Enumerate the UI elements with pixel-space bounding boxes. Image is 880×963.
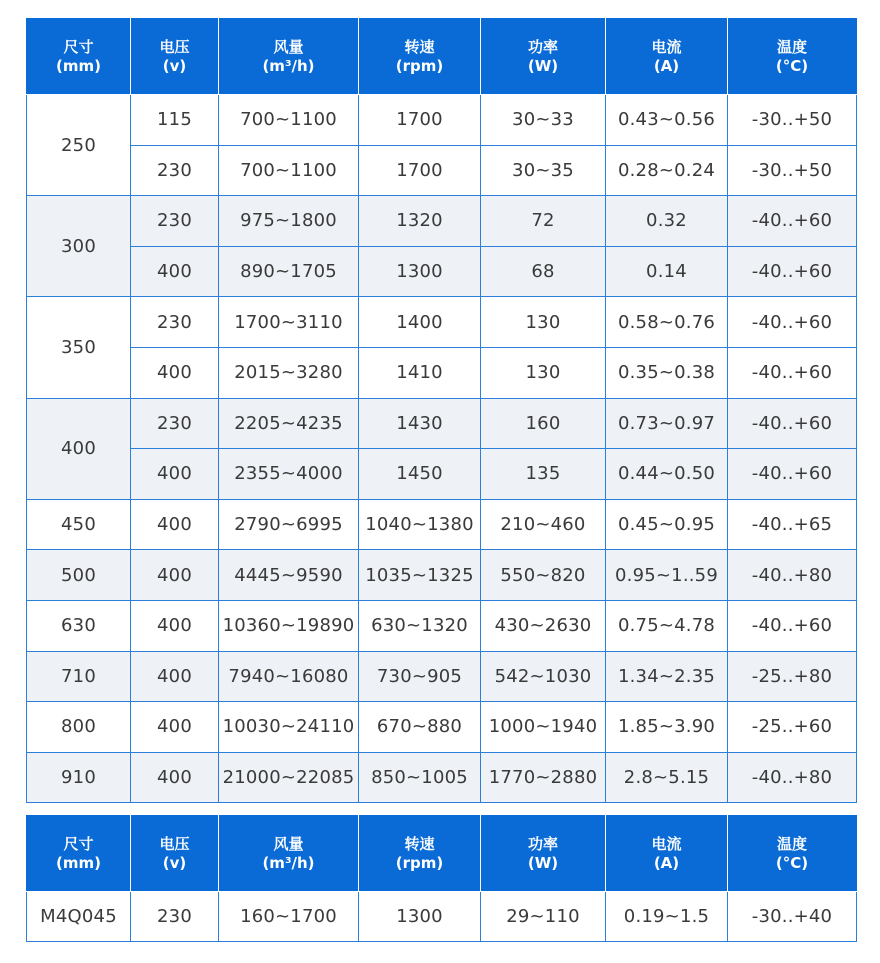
header-power: 功率 (W) xyxy=(481,19,606,95)
size-cell: 350 xyxy=(27,297,131,398)
voltage-cell: 230 xyxy=(131,196,219,247)
speed-cell: 1400 xyxy=(359,297,481,348)
temperature-cell: -40..+60 xyxy=(728,246,857,297)
power-cell: 29~110 xyxy=(481,892,606,942)
power-cell: 1000~1940 xyxy=(481,702,606,753)
airflow-cell: 700~1100 xyxy=(219,95,359,146)
temperature-cell: -40..+60 xyxy=(728,449,857,500)
table-row xyxy=(27,246,857,297)
speed-cell: 670~880 xyxy=(359,702,481,753)
table-row xyxy=(27,449,857,500)
table-row xyxy=(27,550,857,601)
airflow-cell: 4445~9590 xyxy=(219,550,359,601)
voltage-cell: 230 xyxy=(131,892,219,942)
header-temperature: 温度 (°C) xyxy=(728,816,857,892)
temperature-cell: -40..+60 xyxy=(728,196,857,247)
voltage-cell: 230 xyxy=(131,145,219,196)
extra-table-body xyxy=(27,892,857,942)
power-cell: 30~33 xyxy=(481,95,606,146)
temperature-cell: -40..+80 xyxy=(728,752,857,803)
airflow-cell: 2205~4235 xyxy=(219,398,359,449)
current-cell: 0.19~1.5 xyxy=(606,892,728,942)
current-cell: 0.28~0.24 xyxy=(606,145,728,196)
current-cell: 1.85~3.90 xyxy=(606,702,728,753)
power-cell: 210~460 xyxy=(481,499,606,550)
voltage-cell: 400 xyxy=(131,499,219,550)
current-cell: 0.14 xyxy=(606,246,728,297)
speed-cell: 730~905 xyxy=(359,651,481,702)
power-cell: 550~820 xyxy=(481,550,606,601)
current-cell: 0.35~0.38 xyxy=(606,347,728,398)
speed-cell: 1450 xyxy=(359,449,481,500)
header-voltage: 电压 (v) xyxy=(131,816,219,892)
airflow-cell: 1700~3110 xyxy=(219,297,359,348)
voltage-cell: 400 xyxy=(131,550,219,601)
current-cell: 0.58~0.76 xyxy=(606,297,728,348)
table-row xyxy=(27,892,857,942)
speed-cell: 850~1005 xyxy=(359,752,481,803)
table-row xyxy=(27,95,857,146)
table-row xyxy=(27,398,857,449)
speed-cell: 1040~1380 xyxy=(359,499,481,550)
header-speed: 转速 (rpm) xyxy=(359,19,481,95)
header-size: 尺寸 (mm) xyxy=(27,19,131,95)
power-cell: 130 xyxy=(481,347,606,398)
table-row xyxy=(27,651,857,702)
table-row xyxy=(27,145,857,196)
airflow-cell: 2790~6995 xyxy=(219,499,359,550)
voltage-cell: 400 xyxy=(131,651,219,702)
current-cell: 0.73~0.97 xyxy=(606,398,728,449)
temperature-cell: -25..+80 xyxy=(728,651,857,702)
voltage-cell: 400 xyxy=(131,449,219,500)
temperature-cell: -40..+80 xyxy=(728,550,857,601)
table-row xyxy=(27,702,857,753)
voltage-cell: 400 xyxy=(131,600,219,651)
temperature-cell: -40..+60 xyxy=(728,398,857,449)
temperature-cell: -30..+50 xyxy=(728,145,857,196)
header-airflow: 风量 (m³/h) xyxy=(219,19,359,95)
temperature-cell: -30..+50 xyxy=(728,95,857,146)
current-cell: 0.75~4.78 xyxy=(606,600,728,651)
power-cell: 160 xyxy=(481,398,606,449)
airflow-cell: 2015~3280 xyxy=(219,347,359,398)
size-cell: M4Q045 xyxy=(27,892,131,942)
temperature-cell: -40..+60 xyxy=(728,600,857,651)
speed-cell: 1300 xyxy=(359,246,481,297)
header-speed: 转速 (rpm) xyxy=(359,816,481,892)
header-power: 功率 (W) xyxy=(481,816,606,892)
current-cell: 0.43~0.56 xyxy=(606,95,728,146)
size-cell: 710 xyxy=(27,651,131,702)
table-row xyxy=(27,196,857,247)
speed-cell: 1320 xyxy=(359,196,481,247)
power-cell: 135 xyxy=(481,449,606,500)
header-airflow: 风量 (m³/h) xyxy=(219,816,359,892)
table-row xyxy=(27,600,857,651)
table-row xyxy=(27,347,857,398)
temperature-cell: -40..+60 xyxy=(728,297,857,348)
power-cell: 430~2630 xyxy=(481,600,606,651)
size-cell: 500 xyxy=(27,550,131,601)
speed-cell: 1430 xyxy=(359,398,481,449)
current-cell: 2.8~5.15 xyxy=(606,752,728,803)
temperature-cell: -30..+40 xyxy=(728,892,857,942)
voltage-cell: 230 xyxy=(131,297,219,348)
power-cell: 542~1030 xyxy=(481,651,606,702)
extra-spec-table xyxy=(26,815,857,942)
voltage-cell: 400 xyxy=(131,246,219,297)
airflow-cell: 700~1100 xyxy=(219,145,359,196)
current-cell: 1.34~2.35 xyxy=(606,651,728,702)
voltage-cell: 230 xyxy=(131,398,219,449)
voltage-cell: 400 xyxy=(131,702,219,753)
current-cell: 0.95~1..59 xyxy=(606,550,728,601)
speed-cell: 630~1320 xyxy=(359,600,481,651)
power-cell: 72 xyxy=(481,196,606,247)
spec-table-body xyxy=(27,95,857,803)
size-cell: 630 xyxy=(27,600,131,651)
current-cell: 0.32 xyxy=(606,196,728,247)
power-cell: 30~35 xyxy=(481,145,606,196)
power-cell: 1770~2880 xyxy=(481,752,606,803)
airflow-cell: 7940~16080 xyxy=(219,651,359,702)
speed-cell: 1410 xyxy=(359,347,481,398)
current-cell: 0.45~0.95 xyxy=(606,499,728,550)
power-cell: 68 xyxy=(481,246,606,297)
size-cell: 910 xyxy=(27,752,131,803)
airflow-cell: 10030~24110 xyxy=(219,702,359,753)
speed-cell: 1700 xyxy=(359,95,481,146)
header-current: 电流 (A) xyxy=(606,19,728,95)
airflow-cell: 10360~19890 xyxy=(219,600,359,651)
table-row xyxy=(27,499,857,550)
airflow-cell: 2355~4000 xyxy=(219,449,359,500)
size-cell: 450 xyxy=(27,499,131,550)
table-row xyxy=(27,752,857,803)
voltage-cell: 400 xyxy=(131,752,219,803)
airflow-cell: 21000~22085 xyxy=(219,752,359,803)
power-cell: 130 xyxy=(481,297,606,348)
table-row xyxy=(27,297,857,348)
size-cell: 250 xyxy=(27,95,131,196)
header-row xyxy=(27,816,857,892)
speed-cell: 1700 xyxy=(359,145,481,196)
spec-table xyxy=(26,18,857,803)
size-cell: 300 xyxy=(27,196,131,297)
voltage-cell: 115 xyxy=(131,95,219,146)
airflow-cell: 975~1800 xyxy=(219,196,359,247)
size-cell: 800 xyxy=(27,702,131,753)
header-temperature: 温度 (°C) xyxy=(728,19,857,95)
size-cell: 400 xyxy=(27,398,131,499)
speed-cell: 1035~1325 xyxy=(359,550,481,601)
temperature-cell: -40..+60 xyxy=(728,347,857,398)
airflow-cell: 890~1705 xyxy=(219,246,359,297)
header-voltage: 电压 (v) xyxy=(131,19,219,95)
header-row xyxy=(27,19,857,95)
header-size: 尺寸 (mm) xyxy=(27,816,131,892)
current-cell: 0.44~0.50 xyxy=(606,449,728,500)
speed-cell: 1300 xyxy=(359,892,481,942)
header-current: 电流 (A) xyxy=(606,816,728,892)
voltage-cell: 400 xyxy=(131,347,219,398)
temperature-cell: -25..+60 xyxy=(728,702,857,753)
temperature-cell: -40..+65 xyxy=(728,499,857,550)
airflow-cell: 160~1700 xyxy=(219,892,359,942)
